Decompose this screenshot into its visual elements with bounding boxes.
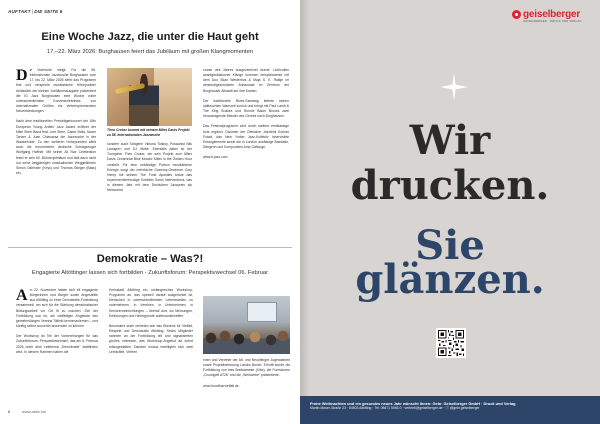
article1-subtitle: 17.–22. März 2026: Burghausen feiert das Jubiläum mit großen Klangmomenten — [46, 49, 254, 55]
logo-mark-icon — [512, 10, 521, 19]
article2-col1-p2: Der Workshop ist Teil der Vorbereitungen für das Zukunftsforum: Perspektivwechsel, das am 6. Februar 2026 unter dem Leitthema „Demokratie“ stattfinden wird. In diesem Rahmen haben die — [16, 334, 98, 354]
article2-col1-p1: m 22. November haben sich elf engagierte Bürgerinnen und Bürger sowie Angestellte aus Altötting zu einer Demokratie-Fortbildung versammelt, um sich für die Stärkung demokratischer Bildungsarbeit vor Ort fit zu machen. Ziel der Fortbildung war es, die vielfältigen Angebote des gemeinnützigen Vereins Tiklinki kennenzulernen – und künftig selbst souverän anwenden zu können. — [16, 288, 98, 329]
jazz-musician-photo — [107, 68, 192, 126]
page-number: 6 — [8, 409, 11, 414]
article2-title: Demokratie – Was?! — [96, 253, 204, 265]
section-tag: AUFTAKT|DIE SEITE 6 — [8, 9, 63, 14]
headline-line1: Wir — [409, 117, 491, 164]
logo-tagline: GEISELBERGER · DRUCK UND VERLAG — [523, 20, 582, 23]
ad-footer-greeting: Frohe Weihnachten und ein gesundes neues Jahr wünscht Ihnen: Gebr. Geiselberger GmbH · Druck und Verlag — [310, 401, 516, 406]
article1-col3 — [203, 68, 289, 165]
ad-footer-bar — [300, 396, 600, 424]
workshop-photo — [203, 296, 290, 354]
article2-col1 — [16, 288, 98, 360]
sparkle-star-icon — [439, 72, 469, 102]
headline-line2: drucken. — [350, 162, 550, 209]
article2-col3-p1: nnen und Vertreter der Alt- und Neuöttinger Jugendarbeit sowie Projektbetreuung Landra Busch. Erhofft wurde die Fortbildung von Ines Breitsameter (Vibe), die Formatoren „Grundgeft AT26“ und die „Werkweke“ präsentierte. — [203, 358, 290, 378]
section-tag-right: DIE SEITE 6 — [34, 9, 63, 14]
article1-dropcap: D — [16, 67, 28, 84]
qr-code[interactable] — [436, 328, 466, 358]
logo-name: geiselberger — [523, 9, 581, 20]
article2-subtitle: Engagierte Altöttinger lassen sich fortbilden - Zukunftsforum: Perspektivwechsel 06. Februar — [31, 270, 269, 276]
article1-col1-p2: Nach dem traditionellen Preisträgerkonzert der 16th European Young Artists' Jazz Award eröffnet der Mike Stern Band feat. Lent Stern, Gabor Bolla, Noam Tanzer & Juan Chiavassa die Jazzwoche in der Wackerhalle. Zu den weiteren Höhepunkten zählt auch die renommierte deutsche Schlagzeuger Wolfgang Haffner. Mit seiner All Star Celebration feiert er sein 60. Bühnenjubiläum und lädt dazu nicht nur seine langjährigen musikalischen Weggefährten Simon Oslender (Keys) und Thomas Stieger (Bass) ein, — [16, 119, 96, 175]
right-page-ad — [300, 0, 600, 424]
article1-col3-p1: comer des Jahres ausgezeichnet wurde. Lichtvollen avantgardistischer Klänge kommen beispielsweise mit dem Duo Stian Westerhus & Maja S. K. Ratkje im denkmalgeschützten Anbausaal im Zentrum der Burghauser Altstadt auf ihre Kosten. — [203, 68, 289, 93]
article2-col2-p2: Besonders stark vertreten war das Bündnis für Vielfalt, Respekt und Demokratie Altötting. Sechs Mitglieder nahmen an der Fortbildung teil und signalisierten großes Interesse, das Workshop-Angebot ab sofort mitzugestalten. Darüber hinaus beteiligten sich zwei Lehrkräfte, Vertreri — [109, 323, 193, 354]
article1-web-link[interactable]: www.b-jazz.com — [203, 155, 228, 160]
article2-col2-p1: Kreisstadt Altötting ein umfangreiches Workshop-Programm an, das speziell darauf ausgerichtet ist, Menschen in unterschiedlichsten Lebenswelten zu unternehmen, in Vereinen, in Unternehmen, in Seniorenreinrichtungen – überall dort, wo Meinungen, Erfahrungen und Hintergründe aufeinandertreffen. — [109, 288, 193, 318]
article1-col1-p1: ie Vorfreude steigt: Für die 55. Internationale Jazzwoche Burghausen vom 17. bis 22. März 2026 steht das Programm fest und verspricht musikalische Höhepunkte! Anlässlich der kleinen Jubiläumsausgabe präsentiert die IG Jazz Burghausen eine Woche voller unterschiedlichster Konzerterlebnisse, von internationalen Größen bis vielversprechenden Neuentdeckungen. — [16, 68, 96, 114]
article2-web-link[interactable]: www.bundfuervielfalt.de — [203, 383, 239, 388]
geiselberger-logo — [512, 9, 592, 23]
article1-title: Eine Woche Jazz, die unter die Haut geht — [41, 31, 259, 43]
headline-line4: glänzen. — [355, 256, 545, 303]
footer-url[interactable]: www.aktiv.hui — [22, 409, 46, 414]
section-tag-left: AUFTAKT — [8, 9, 31, 14]
article1-col3-p3: Das Festivalprogramm wird durch weitere erstklassige Acts ergänzt. Darunter der Gelsicher Jazzfesti Korhan Futaci, das New Yorker Jazz-Kollektiv Innervisible Entanglements sowie die in London ansässige Bassistin, Sängerin und Komponistin Amp Gallouge. — [203, 124, 289, 150]
article2-dropcap: A — [16, 287, 28, 304]
jazz-photo-caption: Theo Croker kommt mit seinem Miles Davis Projekt zu 55. Internationalen Jazzwoche — [107, 128, 190, 137]
article2-col3 — [203, 358, 290, 394]
article1-col2 — [107, 142, 192, 199]
article1-col1 — [16, 68, 96, 181]
article2-col2 — [109, 288, 193, 360]
article1-col3-p2: Der traditionelle Blues-Samstag lieferte seinen sattleuchten Warnzeit zurück und bringt mit Paul Lamb & The King Snakes und Ronnie Baker Brooks zwei herausragende Meister des Genres nach Burghausen. — [203, 98, 289, 119]
ad-footer-contact[interactable]: Martin-Moser-Straße 23 · 84503 Altötting · Tel. 08671 5065-0 · vertrieb@geiselberger.de · ⓘ @gebr.geiselberger — [310, 406, 480, 410]
headline-line3: Sie — [415, 222, 485, 269]
article-divider — [8, 247, 292, 248]
qr-code-icon — [438, 330, 464, 356]
article1-col2-p1: sondern auch Sängerin Viktoria Tolstoy, Posaunist Nils Landgren und DJ Illvibe. Ebenfalls dabei ist der Trompeter Theo Croker, der sein Projekt zum Miles Davis Centennial Blue Moods: Miles in the Golden Hour vorstellt. Für eine unbändige Portion musikalische Energie sorgt der mehrfache Grammy-Gewinner Cory Henry mit seinem The Funk Apostles sowie das experimentierfreudige Kollektiv Sonic Interventions, das in diesem Jahr mit dem Deutschen Jazzpreis als Newcomer — [107, 142, 192, 193]
